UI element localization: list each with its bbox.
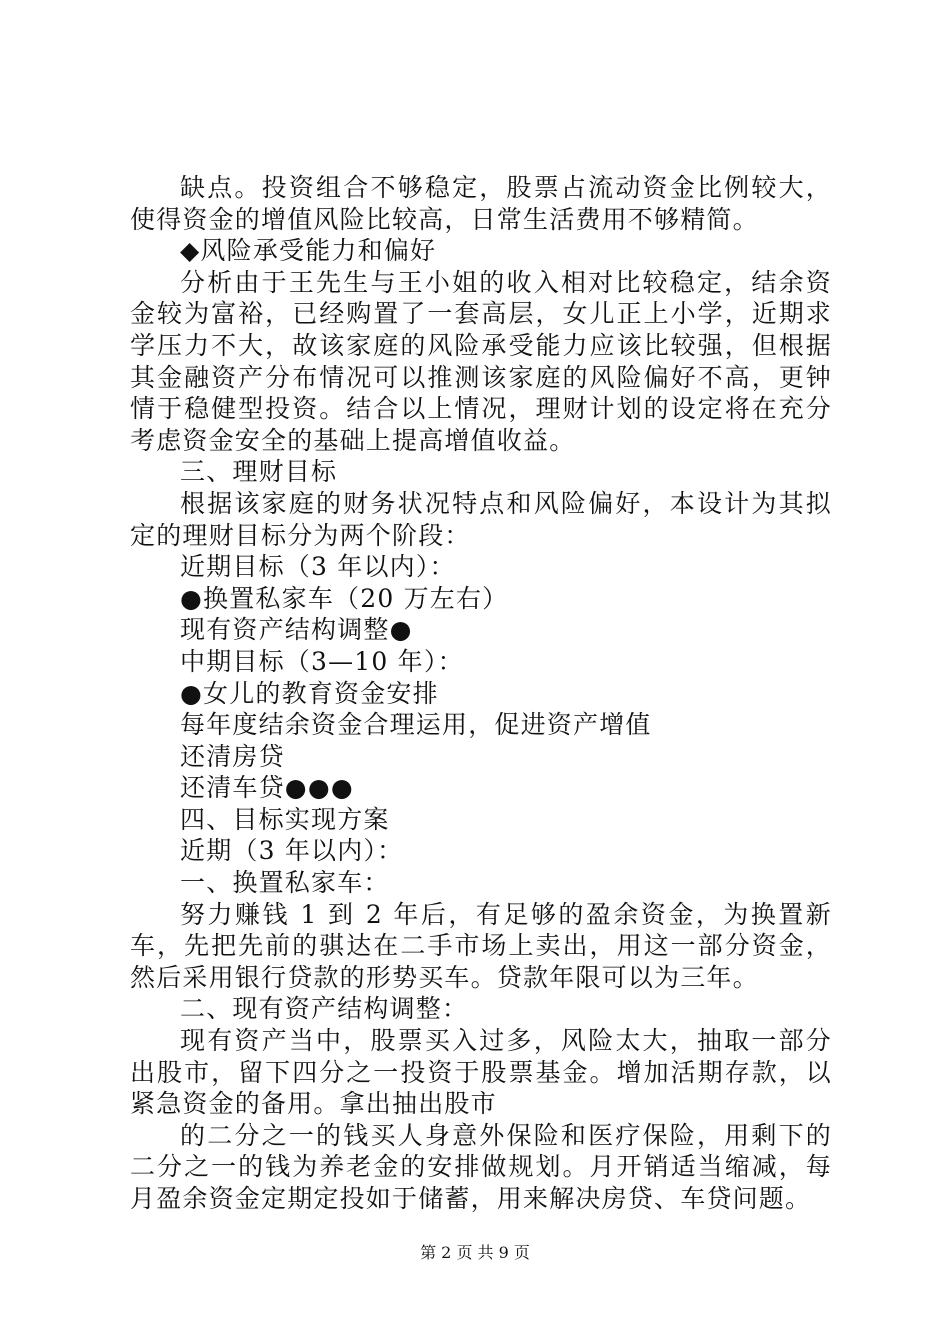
list-item-repay-car-loan: 还清车贷●●● [180, 773, 354, 803]
paragraph-goals-intro: 根据该家庭的财务状况特点和风险偏好，本设计为其拟定的理财目标分为两个阶段： [130, 488, 832, 550]
document-body [130, 172, 832, 1215]
heading-asset-adjustment: 二、现有资产结构调整： [180, 994, 469, 1024]
heading-risk-tolerance: ◆风险承受能力和偏好 [180, 236, 437, 266]
paragraph-insurance-plan: 的二分之一的钱买人身意外保险和医疗保险，用剩下的二分之一的钱为养老金的安排做规划。月开销适当缩减，每月盈余资金定期定投如于储蓄，用来解决房贷、车贷问题。 [130, 1120, 832, 1213]
heading-implementation-plan: 四、目标实现方案 [180, 804, 390, 834]
heading-financial-goals: 三、理财目标 [180, 457, 338, 487]
page-number-footer: 第 2 页 共 9 页 [420, 1243, 530, 1262]
heading-replace-car: 一、换置私家车： [180, 868, 390, 898]
list-item-repay-mortgage: 还清房贷 [180, 741, 285, 771]
list-item-surplus-use: 每年度结余资金合理运用，促进资产增值 [180, 710, 652, 740]
list-item-education-fund: ●女儿的教育资金安排 [180, 678, 439, 708]
paragraph-asset-adjustment-plan: 现有资产当中，股票买入过多，风险太大，抽取一部分出股市，留下四分之一投资于股票基金。增加活期存款，以紧急资金的备用。拿出抽出股市 [130, 1026, 832, 1119]
list-item-asset-adjustment: 现有资产结构调整● [180, 615, 413, 645]
paragraph-disadvantages: 缺点。投资组合不够稳定，股票占流动资金比例较大，使得资金的增值风险比较高，日常生活费用不够精简。 [130, 173, 832, 234]
paragraph-risk-analysis: 分析由于王先生与王小姐的收入相对比较稳定，结余资金较为富裕，已经购置了一套高层，女儿正上小学，近期求学压力不大，故该家庭的风险承受能力应该比较强，但根据其金融资产分布情况可以推测该家庭的风险偏好不高，更钟情于稳健型投资。结合以上情况，理财计划的设定将在充分考虑资金安全的基础上提高增值收益。 [130, 267, 832, 455]
heading-mid-term-goals: 中期目标（3—10 年）： [180, 646, 464, 676]
heading-short-term-goals: 近期目标（3 年以内）： [180, 552, 456, 582]
heading-short-term: 近期（3 年以内）： [180, 836, 404, 866]
paragraph-replace-car-plan: 努力赚钱 1 到 2 年后，有足够的盈余资金，为换置新车，先把先前的骐达在二手市场上卖出，用这一部分资金，然后采用银行贷款的形势买车。贷款年限可以为三年。 [130, 899, 832, 992]
list-item-replace-car: ●换置私家车（20 万左右） [180, 583, 509, 613]
